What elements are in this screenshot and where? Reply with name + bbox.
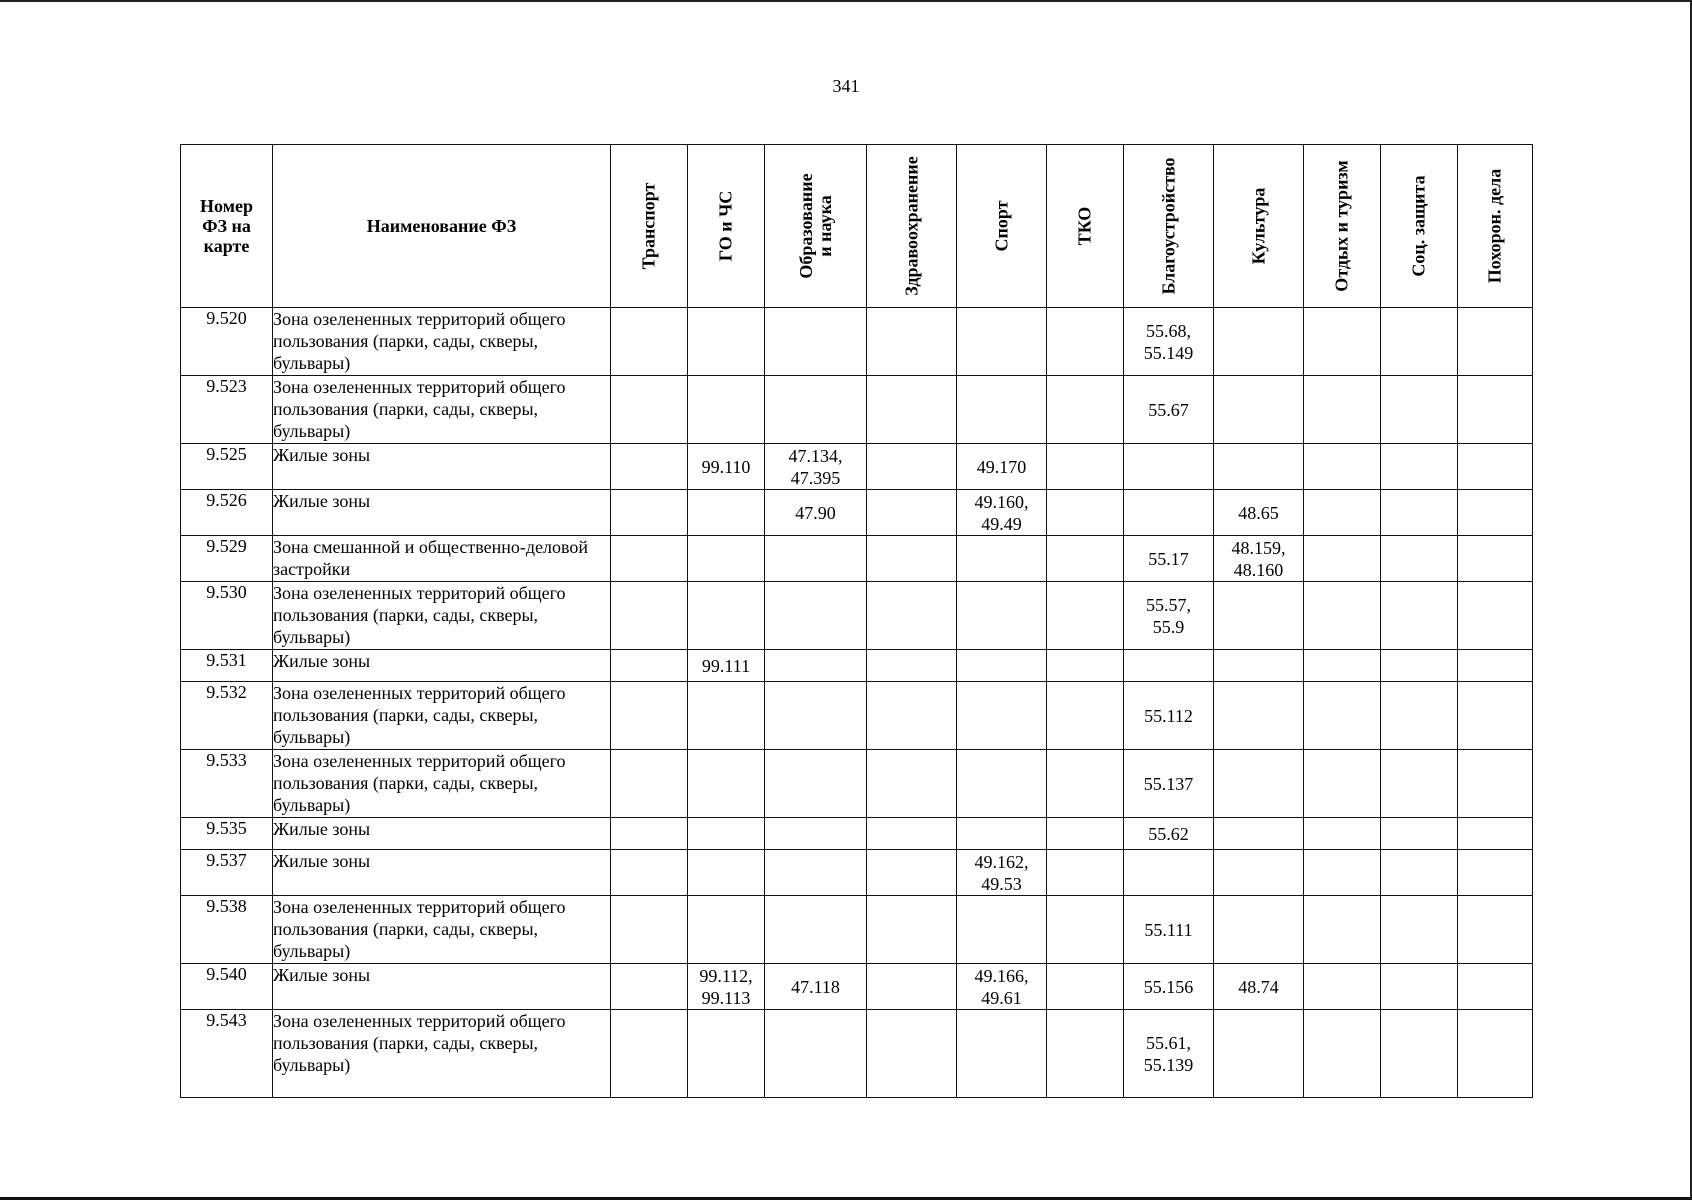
cell-funeral bbox=[1458, 490, 1533, 536]
cell-edu bbox=[765, 850, 867, 896]
cell-tko bbox=[1047, 536, 1124, 582]
cell-text: Жилые зоны bbox=[273, 651, 371, 671]
cell-text: 9.537 bbox=[206, 850, 247, 870]
cell-rest bbox=[1304, 682, 1381, 750]
cell-text: Жилые зоны bbox=[273, 851, 371, 871]
header-cult: Культура bbox=[1214, 145, 1304, 308]
cell-edu bbox=[765, 818, 867, 850]
cell-blag bbox=[1124, 308, 1214, 376]
header-go: ГО и ЧС bbox=[688, 145, 765, 308]
cell-cult bbox=[1214, 582, 1304, 650]
cell-num bbox=[181, 536, 273, 582]
cell-rest bbox=[1304, 536, 1381, 582]
cell-transport bbox=[611, 896, 688, 964]
cell-rest bbox=[1304, 582, 1381, 650]
cell-sport bbox=[957, 650, 1047, 682]
cell-transport bbox=[611, 650, 688, 682]
cell-transport bbox=[611, 818, 688, 850]
cell-num bbox=[181, 818, 273, 850]
cell-text: 55.156 bbox=[1143, 976, 1194, 997]
cell-health bbox=[867, 582, 957, 650]
cell-text: 47.90 bbox=[795, 502, 836, 523]
cell-funeral bbox=[1458, 964, 1533, 1010]
cell-sport bbox=[957, 750, 1047, 818]
cell-cult bbox=[1214, 536, 1304, 582]
cell-soc bbox=[1381, 308, 1458, 376]
cell-edu bbox=[765, 376, 867, 444]
cell-soc bbox=[1381, 582, 1458, 650]
header-health: Здравоохранение bbox=[867, 145, 957, 308]
table-row bbox=[181, 896, 1533, 964]
table-row bbox=[181, 582, 1533, 650]
cell-text: 49.166, 49.61 bbox=[974, 965, 1029, 1008]
cell-num bbox=[181, 490, 273, 536]
cell-text: 55.62 bbox=[1148, 823, 1189, 844]
cell-go bbox=[688, 376, 765, 444]
cell-name bbox=[273, 582, 611, 650]
cell-rest bbox=[1304, 650, 1381, 682]
cell-health bbox=[867, 308, 957, 376]
cell-tko bbox=[1047, 964, 1124, 1010]
cell-health bbox=[867, 682, 957, 750]
cell-blag bbox=[1124, 376, 1214, 444]
header-sport: Спорт bbox=[957, 145, 1047, 308]
cell-blag bbox=[1124, 750, 1214, 818]
cell-funeral bbox=[1458, 582, 1533, 650]
cell-text: 9.529 bbox=[206, 536, 247, 556]
cell-sport bbox=[957, 308, 1047, 376]
cell-text: 9.525 bbox=[206, 444, 247, 464]
table-row bbox=[181, 818, 1533, 850]
cell-text: Жилые зоны bbox=[273, 491, 371, 511]
cell-go bbox=[688, 582, 765, 650]
cell-tko bbox=[1047, 818, 1124, 850]
cell-text: 9.540 bbox=[206, 964, 247, 984]
cell-go bbox=[688, 490, 765, 536]
cell-text: Зона озелененных территорий общего пользования (парки, сады, скверы, бульвары) bbox=[273, 683, 566, 747]
cell-transport bbox=[611, 376, 688, 444]
cell-sport bbox=[957, 376, 1047, 444]
cell-rest bbox=[1304, 1010, 1381, 1098]
cell-tko bbox=[1047, 444, 1124, 490]
cell-go bbox=[688, 536, 765, 582]
table-row bbox=[181, 682, 1533, 750]
cell-name bbox=[273, 308, 611, 376]
cell-transport bbox=[611, 444, 688, 490]
cell-text: 9.520 bbox=[206, 308, 247, 328]
cell-text: 49.162, 49.53 bbox=[974, 851, 1029, 894]
cell-rest bbox=[1304, 444, 1381, 490]
cell-cult bbox=[1214, 376, 1304, 444]
cell-health bbox=[867, 964, 957, 1010]
header-row bbox=[181, 145, 1533, 308]
cell-num bbox=[181, 1010, 273, 1098]
cell-num bbox=[181, 850, 273, 896]
cell-soc bbox=[1381, 850, 1458, 896]
cell-health bbox=[867, 536, 957, 582]
cell-health bbox=[867, 850, 957, 896]
cell-text: 55.68, 55.149 bbox=[1143, 320, 1194, 363]
cell-name bbox=[273, 536, 611, 582]
cell-tko bbox=[1047, 650, 1124, 682]
table-row bbox=[181, 444, 1533, 490]
cell-num bbox=[181, 376, 273, 444]
table-row bbox=[181, 964, 1533, 1010]
cell-tko bbox=[1047, 308, 1124, 376]
cell-name bbox=[273, 750, 611, 818]
cell-rest bbox=[1304, 896, 1381, 964]
table-row bbox=[181, 850, 1533, 896]
cell-sport bbox=[957, 682, 1047, 750]
cell-edu bbox=[765, 650, 867, 682]
cell-transport bbox=[611, 964, 688, 1010]
cell-rest bbox=[1304, 376, 1381, 444]
cell-text: 99.110 bbox=[701, 456, 751, 477]
cell-funeral bbox=[1458, 650, 1533, 682]
header-tko: ТКО bbox=[1047, 145, 1124, 308]
cell-text: 48.74 bbox=[1238, 976, 1279, 997]
cell-num bbox=[181, 582, 273, 650]
table-row bbox=[181, 750, 1533, 818]
cell-tko bbox=[1047, 582, 1124, 650]
cell-cult bbox=[1214, 818, 1304, 850]
cell-blag bbox=[1124, 850, 1214, 896]
cell-blag bbox=[1124, 582, 1214, 650]
cell-funeral bbox=[1458, 308, 1533, 376]
cell-funeral bbox=[1458, 750, 1533, 818]
cell-health bbox=[867, 1010, 957, 1098]
cell-soc bbox=[1381, 444, 1458, 490]
cell-go bbox=[688, 964, 765, 1010]
cell-funeral bbox=[1458, 850, 1533, 896]
cell-go bbox=[688, 818, 765, 850]
cell-text: 48.65 bbox=[1238, 502, 1279, 523]
cell-edu bbox=[765, 536, 867, 582]
cell-health bbox=[867, 650, 957, 682]
cell-rest bbox=[1304, 964, 1381, 1010]
cell-text: 55.137 bbox=[1143, 773, 1194, 794]
table-row bbox=[181, 490, 1533, 536]
cell-text: Зона озелененных территорий общего пользования (парки, сады, скверы, бульвары) bbox=[273, 751, 566, 815]
table-row bbox=[181, 376, 1533, 444]
cell-text: 55.111 bbox=[1144, 919, 1193, 940]
cell-funeral bbox=[1458, 896, 1533, 964]
cell-health bbox=[867, 444, 957, 490]
cell-blag bbox=[1124, 818, 1214, 850]
cell-name bbox=[273, 1010, 611, 1098]
cell-go bbox=[688, 650, 765, 682]
cell-blag bbox=[1124, 682, 1214, 750]
cell-num bbox=[181, 750, 273, 818]
cell-edu bbox=[765, 308, 867, 376]
cell-tko bbox=[1047, 1010, 1124, 1098]
cell-tko bbox=[1047, 850, 1124, 896]
cell-text: 55.57, 55.9 bbox=[1146, 594, 1191, 637]
cell-rest bbox=[1304, 490, 1381, 536]
cell-text: 9.531 bbox=[206, 650, 247, 670]
cell-tko bbox=[1047, 490, 1124, 536]
cell-text: 9.532 bbox=[206, 682, 247, 702]
cell-text: 55.61, 55.139 bbox=[1143, 1032, 1194, 1075]
cell-blag bbox=[1124, 964, 1214, 1010]
cell-tko bbox=[1047, 682, 1124, 750]
cell-cult bbox=[1214, 1010, 1304, 1098]
cell-transport bbox=[611, 308, 688, 376]
cell-text: 99.111 bbox=[701, 655, 751, 676]
cell-text: 49.170 bbox=[976, 456, 1027, 477]
cell-text: Жилые зоны bbox=[273, 965, 371, 985]
cell-num bbox=[181, 308, 273, 376]
cell-sport bbox=[957, 1010, 1047, 1098]
page-number: 341 bbox=[832, 76, 860, 96]
cell-name bbox=[273, 490, 611, 536]
cell-cult bbox=[1214, 444, 1304, 490]
cell-rest bbox=[1304, 850, 1381, 896]
cell-name bbox=[273, 650, 611, 682]
cell-soc bbox=[1381, 818, 1458, 850]
cell-cult bbox=[1214, 850, 1304, 896]
cell-text: 9.526 bbox=[206, 490, 247, 510]
header-edu: Образование и наука bbox=[765, 145, 867, 308]
cell-name bbox=[273, 682, 611, 750]
cell-edu bbox=[765, 1010, 867, 1098]
cell-num bbox=[181, 682, 273, 750]
cell-text: 55.112 bbox=[1144, 705, 1193, 726]
cell-text: Зона озелененных территорий общего пользования (парки, сады, скверы, бульвары) bbox=[273, 1011, 566, 1075]
header-rest: Отдых и туризм bbox=[1304, 145, 1381, 308]
cell-health bbox=[867, 376, 957, 444]
cell-sport bbox=[957, 964, 1047, 1010]
cell-edu bbox=[765, 896, 867, 964]
cell-tko bbox=[1047, 376, 1124, 444]
cell-transport bbox=[611, 536, 688, 582]
cell-text: 55.17 bbox=[1148, 548, 1189, 569]
cell-transport bbox=[611, 682, 688, 750]
cell-cult bbox=[1214, 750, 1304, 818]
cell-text: Зона озелененных территорий общего пользования (парки, сады, скверы, бульвары) bbox=[273, 897, 566, 961]
cell-go bbox=[688, 850, 765, 896]
cell-soc bbox=[1381, 650, 1458, 682]
cell-rest bbox=[1304, 750, 1381, 818]
cell-edu bbox=[765, 444, 867, 490]
cell-text: Зона озелененных территорий общего пользования (парки, сады, скверы, бульвары) bbox=[273, 583, 566, 647]
cell-text: 9.535 bbox=[206, 818, 247, 838]
cell-text: 9.523 bbox=[206, 376, 247, 396]
cell-name bbox=[273, 818, 611, 850]
cell-sport bbox=[957, 896, 1047, 964]
cell-name bbox=[273, 444, 611, 490]
cell-transport bbox=[611, 582, 688, 650]
cell-text: Жилые зоны bbox=[273, 445, 371, 465]
cell-edu bbox=[765, 682, 867, 750]
cell-sport bbox=[957, 850, 1047, 896]
cell-go bbox=[688, 444, 765, 490]
cell-name bbox=[273, 896, 611, 964]
cell-health bbox=[867, 750, 957, 818]
cell-rest bbox=[1304, 308, 1381, 376]
fz-table bbox=[180, 144, 1533, 1098]
cell-tko bbox=[1047, 750, 1124, 818]
cell-num bbox=[181, 896, 273, 964]
cell-sport bbox=[957, 444, 1047, 490]
cell-text: 55.67 bbox=[1148, 399, 1189, 420]
cell-cult bbox=[1214, 964, 1304, 1010]
cell-blag bbox=[1124, 536, 1214, 582]
cell-edu bbox=[765, 582, 867, 650]
cell-text: 9.533 bbox=[206, 750, 247, 770]
cell-text: Зона озелененных территорий общего пользования (парки, сады, скверы, бульвары) bbox=[273, 377, 566, 441]
cell-num bbox=[181, 444, 273, 490]
header-name: Наименование ФЗ bbox=[273, 145, 611, 308]
cell-go bbox=[688, 896, 765, 964]
cell-blag bbox=[1124, 896, 1214, 964]
cell-blag bbox=[1124, 1010, 1214, 1098]
cell-text: 9.538 bbox=[206, 896, 247, 916]
cell-text: 49.160, 49.49 bbox=[974, 491, 1029, 534]
table-row bbox=[181, 536, 1533, 582]
cell-cult bbox=[1214, 308, 1304, 376]
header-funeral: Похорон. дела bbox=[1458, 145, 1533, 308]
cell-health bbox=[867, 818, 957, 850]
cell-sport bbox=[957, 490, 1047, 536]
cell-soc bbox=[1381, 750, 1458, 818]
cell-soc bbox=[1381, 376, 1458, 444]
cell-text: 9.543 bbox=[206, 1010, 247, 1030]
cell-blag bbox=[1124, 490, 1214, 536]
cell-cult bbox=[1214, 650, 1304, 682]
cell-soc bbox=[1381, 490, 1458, 536]
cell-text: 9.530 bbox=[206, 582, 247, 602]
cell-soc bbox=[1381, 682, 1458, 750]
cell-name bbox=[273, 850, 611, 896]
cell-transport bbox=[611, 850, 688, 896]
cell-go bbox=[688, 682, 765, 750]
cell-funeral bbox=[1458, 1010, 1533, 1098]
cell-cult bbox=[1214, 490, 1304, 536]
cell-sport bbox=[957, 818, 1047, 850]
cell-transport bbox=[611, 1010, 688, 1098]
cell-edu bbox=[765, 964, 867, 1010]
cell-text: 47.134, 47.395 bbox=[788, 445, 843, 488]
table-row bbox=[181, 1010, 1533, 1098]
cell-soc bbox=[1381, 1010, 1458, 1098]
header-transport: Транспорт bbox=[611, 145, 688, 308]
cell-rest bbox=[1304, 818, 1381, 850]
cell-num bbox=[181, 964, 273, 1010]
cell-tko bbox=[1047, 896, 1124, 964]
cell-text: Зона смешанной и общественно-деловой застройки bbox=[273, 537, 588, 579]
cell-text: 99.112, 99.113 bbox=[699, 965, 753, 1008]
table-row bbox=[181, 308, 1533, 376]
cell-transport bbox=[611, 750, 688, 818]
header-num: Номер ФЗ на карте bbox=[181, 145, 273, 308]
cell-sport bbox=[957, 536, 1047, 582]
cell-num bbox=[181, 650, 273, 682]
cell-funeral bbox=[1458, 376, 1533, 444]
cell-funeral bbox=[1458, 818, 1533, 850]
cell-name bbox=[273, 964, 611, 1010]
cell-name bbox=[273, 376, 611, 444]
header-soc: Соц. защита bbox=[1381, 145, 1458, 308]
cell-go bbox=[688, 1010, 765, 1098]
cell-go bbox=[688, 750, 765, 818]
header-blag: Благоустройство bbox=[1124, 145, 1214, 308]
cell-transport bbox=[611, 490, 688, 536]
cell-blag bbox=[1124, 650, 1214, 682]
cell-text: 48.159, 48.160 bbox=[1231, 537, 1286, 580]
cell-blag bbox=[1124, 444, 1214, 490]
cell-edu bbox=[765, 490, 867, 536]
cell-funeral bbox=[1458, 682, 1533, 750]
cell-edu bbox=[765, 750, 867, 818]
cell-cult bbox=[1214, 682, 1304, 750]
cell-health bbox=[867, 896, 957, 964]
cell-text: 47.118 bbox=[791, 976, 840, 997]
cell-health bbox=[867, 490, 957, 536]
cell-soc bbox=[1381, 964, 1458, 1010]
cell-go bbox=[688, 308, 765, 376]
cell-soc bbox=[1381, 536, 1458, 582]
cell-funeral bbox=[1458, 444, 1533, 490]
cell-funeral bbox=[1458, 536, 1533, 582]
cell-text: Жилые зоны bbox=[273, 819, 371, 839]
cell-sport bbox=[957, 582, 1047, 650]
cell-soc bbox=[1381, 896, 1458, 964]
cell-cult bbox=[1214, 896, 1304, 964]
cell-text: Зона озелененных территорий общего пользования (парки, сады, скверы, бульвары) bbox=[273, 309, 566, 373]
table-row bbox=[181, 650, 1533, 682]
